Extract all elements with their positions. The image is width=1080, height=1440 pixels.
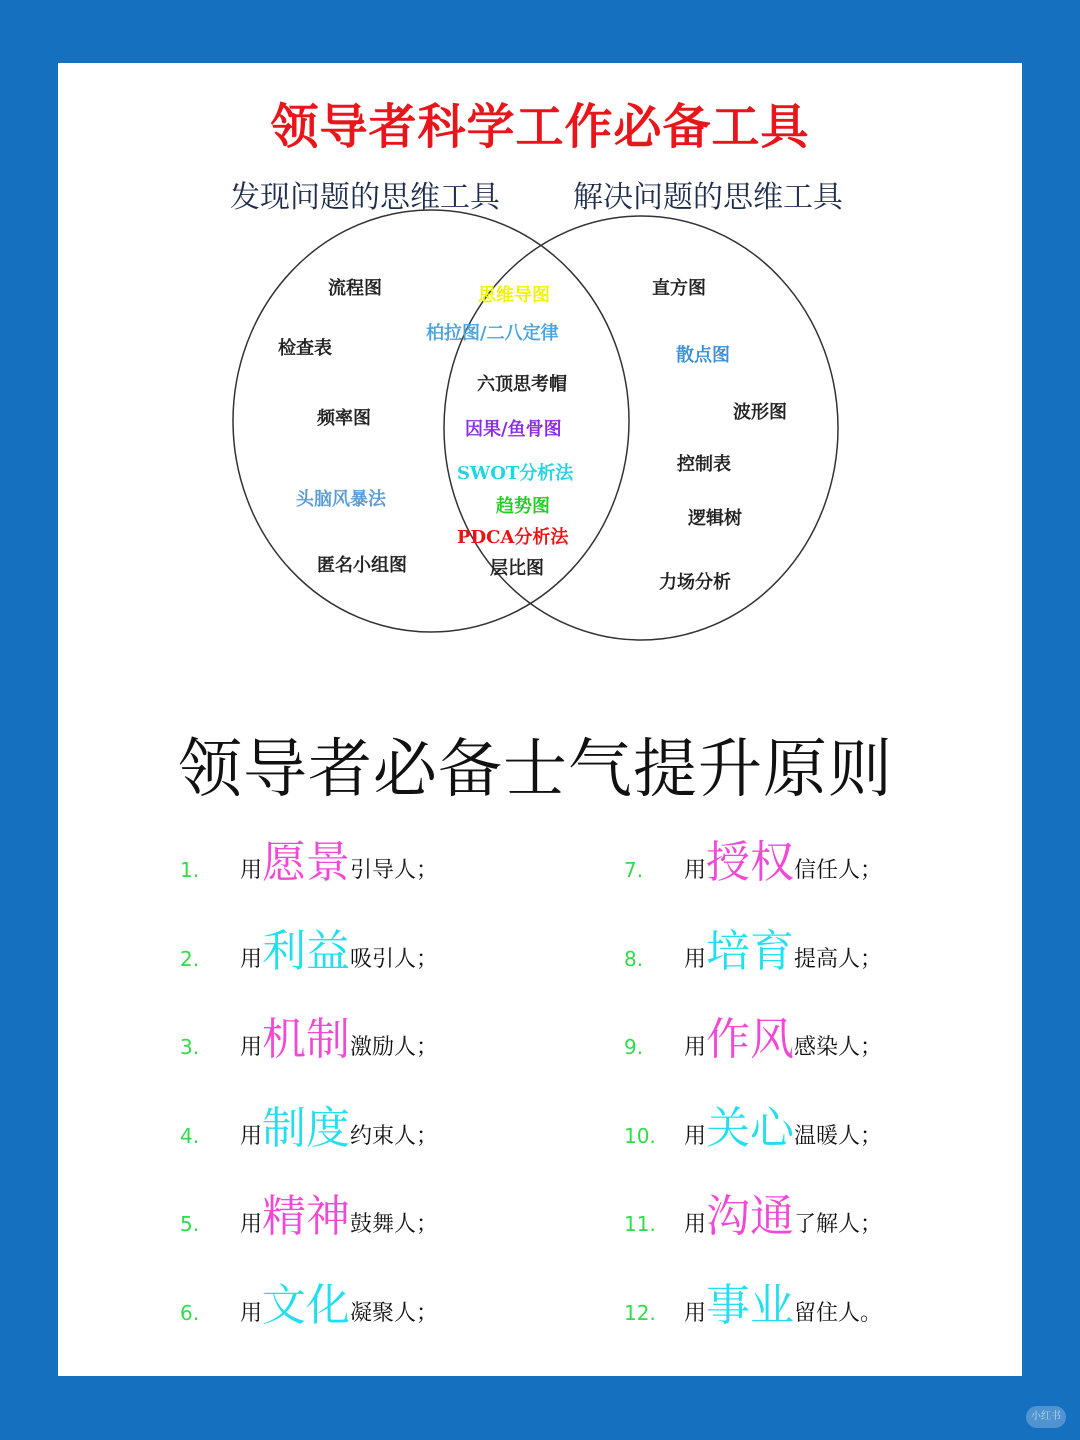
principle-use: 用	[684, 1123, 707, 1149]
principle-number: 2.	[180, 946, 200, 971]
venn-diagram	[0, 0, 1080, 700]
principle-use: 用	[684, 1300, 707, 1326]
principle-number: 5.	[180, 1212, 200, 1236]
principle-number: 6.	[180, 1300, 200, 1325]
principle-text: 约束人；	[350, 1123, 439, 1149]
venn-item-qushi: 趋势图	[496, 496, 550, 517]
venn-item-liuchengtu: 流程图	[328, 278, 382, 299]
venn-left-circle	[233, 210, 629, 632]
principle-use: 用	[684, 946, 707, 972]
principle-text: 信任人；	[794, 858, 883, 883]
principle-item	[624, 1180, 882, 1240]
principle-text: 引导人；	[350, 858, 439, 883]
principle-number: 10.	[624, 1123, 656, 1148]
venn-item-pareto: 柏拉图/二八定律	[426, 323, 559, 344]
venn-item-liuding: 六顶思考帽	[477, 374, 567, 395]
principle-item	[624, 1092, 882, 1152]
principle-keyword: 精神	[262, 1191, 351, 1242]
principle-keyword: 关心	[706, 1102, 795, 1154]
principle-text: 凝聚人；	[350, 1300, 439, 1326]
principle-item	[180, 1269, 438, 1329]
principle-text: 提高人；	[794, 946, 883, 972]
venn-item-kongzhi: 控制表	[677, 454, 731, 475]
principle-use: 用	[240, 1212, 263, 1237]
principle-keyword: 利益	[262, 925, 351, 977]
principle-item	[624, 915, 882, 975]
principles-title: 领导者必备士气提升原则	[178, 733, 893, 807]
venn-item-jianchabiao: 检查表	[278, 338, 332, 359]
principle-use: 用	[684, 1212, 707, 1237]
venn-item-pdca: PDCA分析法	[457, 527, 569, 548]
principle-keyword: 制度	[262, 1102, 351, 1154]
venn-item-luoji: 逻辑树	[688, 508, 742, 529]
venn-left-heading: 发现问题的思维工具	[230, 180, 500, 215]
principle-keyword: 事业	[706, 1279, 795, 1331]
principle-number: 1.	[180, 858, 200, 882]
principle-item	[180, 826, 438, 886]
venn-item-swot: SWOT分析法	[457, 463, 574, 484]
principle-use: 用	[240, 1123, 263, 1149]
principle-item	[180, 1180, 438, 1240]
venn-item-boxing: 波形图	[733, 402, 787, 423]
principle-keyword: 机制	[262, 1014, 351, 1065]
principle-number: 4.	[180, 1123, 200, 1148]
principle-text: 了解人；	[794, 1212, 883, 1237]
venn-item-lichang: 力场分析	[659, 572, 731, 593]
principle-keyword: 作风	[706, 1014, 795, 1065]
venn-item-zhifang: 直方图	[652, 278, 706, 299]
venn-item-siwei: 思维导图	[478, 285, 550, 306]
principle-number: 7.	[624, 858, 644, 882]
principle-number: 9.	[624, 1035, 644, 1059]
principle-text: 留住人。	[794, 1300, 883, 1326]
principle-item	[180, 1003, 438, 1063]
venn-item-tounao: 头脑风暴法	[296, 489, 386, 510]
principle-keyword: 沟通	[706, 1191, 795, 1242]
venn-item-sandian: 散点图	[676, 345, 730, 366]
principle-use: 用	[240, 946, 263, 972]
principle-keyword: 授权	[706, 837, 795, 888]
venn-item-yinguo: 因果/鱼骨图	[465, 419, 562, 440]
venn-item-cengbi: 层比图	[490, 558, 544, 579]
principle-use: 用	[684, 1035, 707, 1060]
venn-right-heading: 解决问题的思维工具	[573, 180, 843, 215]
principle-keyword: 愿景	[262, 837, 351, 888]
principle-item	[624, 1269, 882, 1329]
principle-number: 8.	[624, 946, 644, 971]
principle-item	[180, 1092, 438, 1152]
principle-keyword: 文化	[262, 1279, 351, 1331]
principle-use: 用	[240, 858, 263, 883]
principle-number: 3.	[180, 1035, 200, 1059]
principle-number: 11.	[624, 1212, 656, 1236]
watermark-badge: 小红书	[1026, 1406, 1066, 1428]
principle-item	[624, 826, 882, 886]
principle-text: 鼓舞人；	[350, 1212, 439, 1237]
principle-text: 温暖人；	[794, 1123, 883, 1149]
principle-text: 激励人；	[350, 1035, 439, 1060]
principle-item	[180, 915, 438, 975]
principle-keyword: 培育	[706, 925, 795, 977]
page-title: 领导者科学工作必备工具	[270, 99, 810, 155]
principle-use: 用	[240, 1300, 263, 1326]
principle-text: 感染人；	[794, 1035, 883, 1060]
venn-item-pinlvtu: 频率图	[317, 408, 371, 429]
principle-use: 用	[684, 858, 707, 883]
principle-text: 吸引人；	[350, 946, 439, 972]
principle-item	[624, 1003, 882, 1063]
principle-number: 12.	[624, 1300, 656, 1325]
principle-use: 用	[240, 1035, 263, 1060]
venn-item-niming: 匿名小组图	[317, 555, 407, 576]
